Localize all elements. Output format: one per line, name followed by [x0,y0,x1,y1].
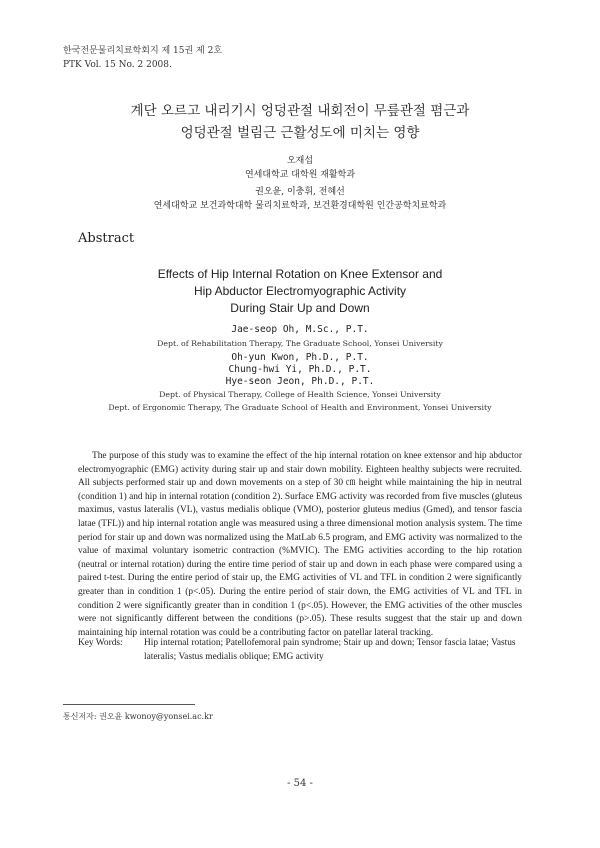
english-affiliation-1: Dept. of Rehabilitation Therapy, The Graduate School, Yonsei University [157,339,443,348]
english-title-line-1: Effects of Hip Internal Rotation on Knee Extensor and [157,267,443,281]
korean-title-line-2: 엉덩관절 벌림근 근활성도에 미치는 영향 [180,125,420,141]
english-author-4: Hye-seon Jeon, Ph.D., P.T. [225,376,375,387]
keywords-label: Key Words: [78,638,123,648]
english-affiliation-2: Dept. of Physical Therapy, College of Health Science, Yonsei University [159,390,441,399]
korean-title [0,100,600,144]
keywords-text: Hip internal rotation; Patellofemoral pain syndrome; Stair up and down; Tensor fascia latae; Vastus lateralis; Vastus medialis oblique; EMG activity [144,638,516,662]
english-author-1: Jae-seop Oh, M.Sc., P.T. [231,324,369,335]
abstract-heading: Abstract [78,231,135,246]
keywords [78,637,522,664]
korean-title-line-1: 계단 오르고 내리기시 엉덩관절 내회전이 무릎관절 폄근과 [130,103,470,119]
corresponding-author-footnote: 통신저자: 권오윤 kwonoy@yonsei.ac.kr [63,712,213,721]
english-affiliation-3: Dept. of Ergonomic Therapy, The Graduate School of Health and Environment, Yonsei University [108,403,492,412]
english-author-2: Oh-yun Kwon, Ph.D., P.T. [231,352,369,363]
journal-english-line: PTK Vol. 15 No. 2 2008. [63,60,172,70]
page-number: - 54 - [287,778,313,789]
footnote-divider [63,704,195,705]
english-title-line-2: Hip Abductor Electromyographic Activity [193,284,407,298]
english-title-line-3: During Stair Up and Down [230,301,370,315]
english-author-3: Chung-hwi Yi, Ph.D., P.T. [228,364,372,375]
korean-authors-2: 권오윤, 이충휘, 전혜선 [255,187,345,197]
korean-author-1: 오재섭 [286,156,314,166]
english-title [0,266,600,317]
korean-affiliation-1: 연세대학교 대학원 재활학과 [244,170,356,180]
abstract-body [78,450,522,640]
korean-affiliation-2: 연세대학교 보건과학대학 물리치료학과, 보건환경대학원 인간공학치료학과 [153,201,447,211]
abstract-paragraph: The purpose of this study was to examine the effect of the hip internal rotation on knee extensor and hip abductor electromyographic (EMG) activity during stair up and stair down mobility. Eighteen healthy subjects were recruited. All subjects performed stair up and down movements on a step of 30 ㎝ height while maintaining the hip in neutral (condition 1) and hip in internal rotation (condition 2). Surface EMG activity was recorded from five muscles (gluteus maximus, vastus lateralis (VL), vastus medialis oblique (VMO), posterior gluteus medius (Gmed), and tensor fascia latae (TFL)) and hip internal rotation angle was measured using a three dimensional motion analysis system. The time period for stair up and down was normalized using the MatLab 6.5 program, and EMG activity was normalized to the value of maximal voluntary isometric contraction (%MVIC). The EMG activities according to the hip rotation (neutral or internal rotation) during the entire time period of stair up and down in each phase were compared using a paired t-test. During the entire period of stair up, the EMG activities of VL and TFL in condition 2 were significantly greater than in condition 1 (p<.05). During the entire period of stair down, the EMG activities of VL and TFL in condition 2 were significantly greater than in condition 1 (p<.05). However, the EMG activities of the other muscles were not significantly different between the conditions (p>.05). These results suggest that the stair up and down maintaining hip internal rotation was could be a contributing factor on patellar lateral tracking. [78,451,522,638]
journal-header [63,44,222,72]
journal-korean-line: 한국전문물리치료학회지 제 15권 제 2호 [63,46,223,56]
